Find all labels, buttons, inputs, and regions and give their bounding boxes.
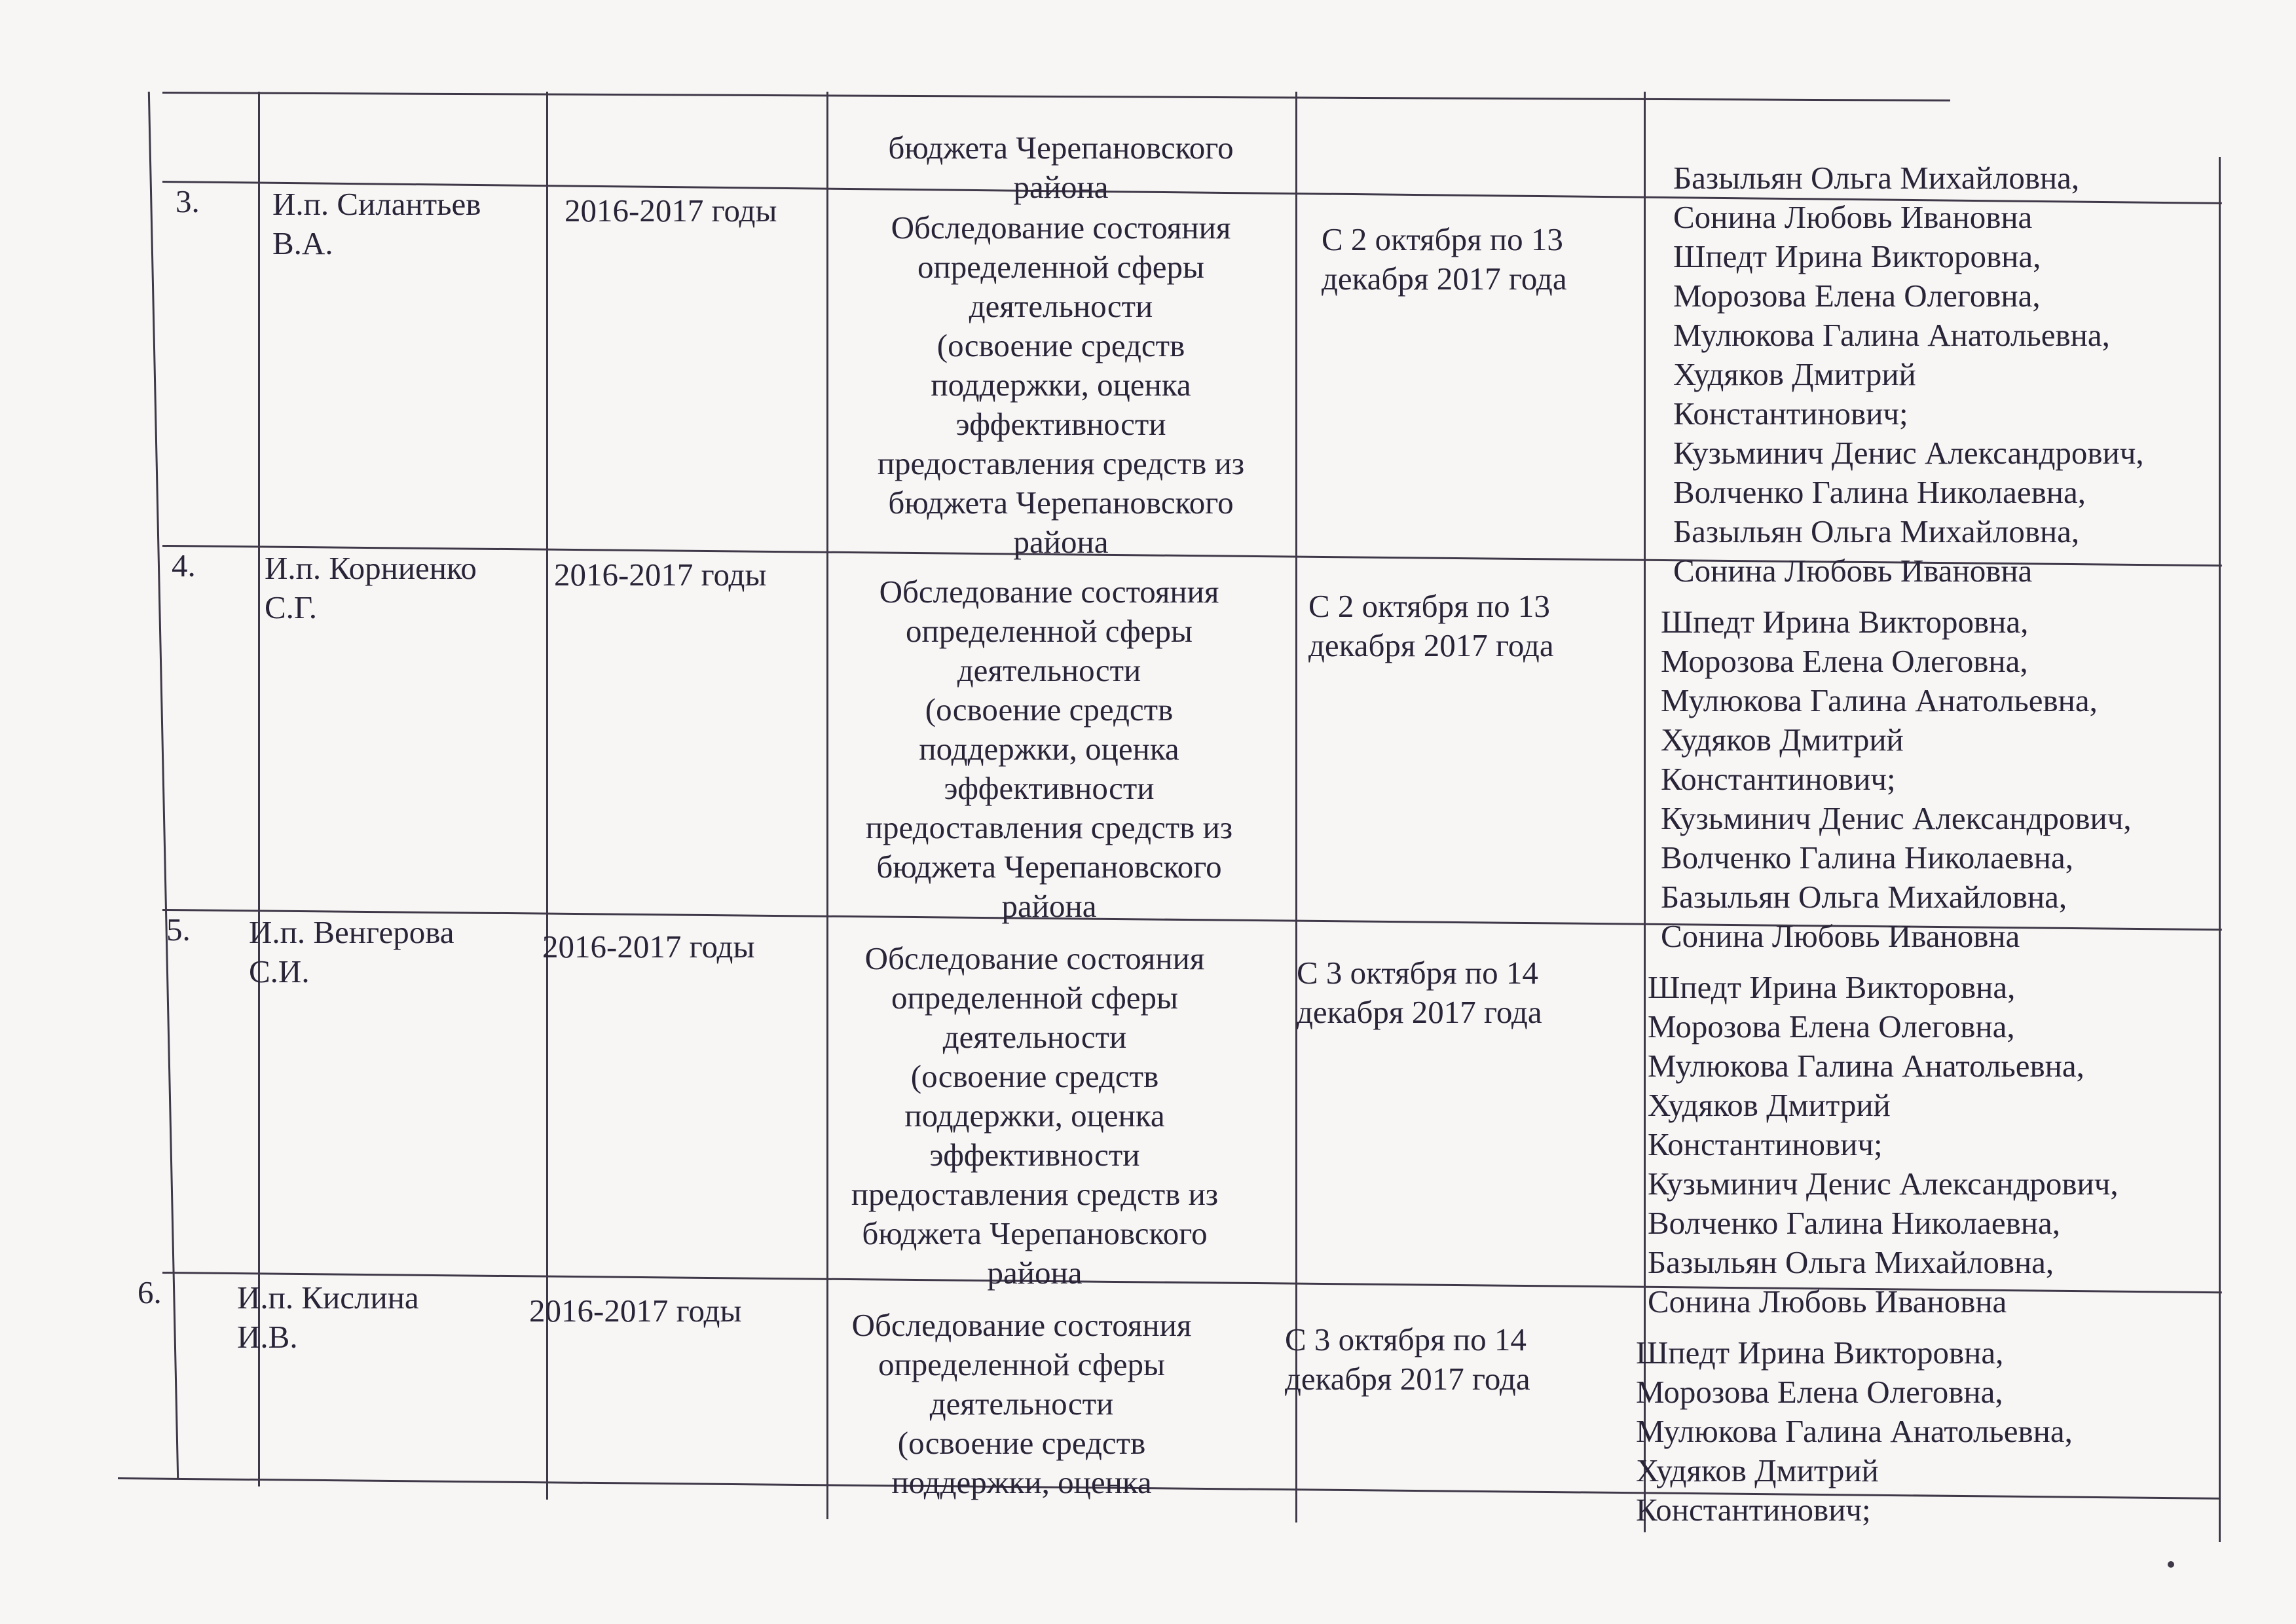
row-number: 4. xyxy=(172,547,196,583)
table-border-right xyxy=(2219,157,2221,1542)
column-divider-5 xyxy=(1644,92,1646,1532)
row-number: 3. xyxy=(176,183,200,219)
row-entity: И.п. Корниенко С.Г. xyxy=(265,550,477,625)
row-number: 5. xyxy=(166,912,191,948)
column-divider-1 xyxy=(258,92,260,1486)
row-activity: Обследование состояния определенной сферы деятельности (освоение средств поддержки, оценка xyxy=(851,1307,1192,1500)
row-period: 2016-2017 годы xyxy=(542,929,755,965)
row-number: 6. xyxy=(138,1274,162,1310)
row-period: 2016-2017 годы xyxy=(529,1293,742,1329)
row-period: 2016-2017 годы xyxy=(554,557,767,593)
column-divider-4 xyxy=(1295,92,1297,1522)
row-entity: И.п. Кислина И.В. xyxy=(237,1280,419,1355)
table-border-top xyxy=(162,92,1950,101)
row-period: 2016-2017 годы xyxy=(565,193,777,229)
row-activity: Обследование состояния определенной сферы деятельности (освоение средств поддержки, оценка эффективности предоставления средств из бюджета Черепановского района xyxy=(851,940,1219,1291)
top-partial-activity: бюджета Черепановского района xyxy=(888,130,1234,205)
row-inspectors: Шпедт Ирина Викторовна, Морозова Елена Олеговна, Мулюкова Галина Анатольевна, Худяков Дмитрий Константинович; Кузьминич Денис Александрович, Волченко Галина Николаевна, Базыльян Ольга Михайловна, Сонина Любовь Ивановна xyxy=(1661,604,2132,954)
row-dates: С 3 октября по 14 декабря 2017 года xyxy=(1285,1321,1530,1397)
top-partial-inspectors: Базыльян Ольга Михайловна, Сонина Любовь Ивановна xyxy=(1673,160,2080,235)
row-entity: И.п. Силантьев В.А. xyxy=(272,186,481,261)
column-divider-2 xyxy=(546,92,548,1500)
row-inspectors: Шпедт Ирина Викторовна, Морозова Елена Олеговна, Мулюкова Галина Анатольевна, Худяков Дмитрий Константинович; Кузьминич Денис Александрович, Волченко Галина Николаевна, Базыльян Ольга Михайловна, Сонина Любовь Ивановна xyxy=(1673,238,2144,589)
table-border-left xyxy=(148,92,179,1479)
row-dates: С 2 октября по 13 декабря 2017 года xyxy=(1308,588,1554,663)
row-inspectors: Шпедт Ирина Викторовна, Морозова Елена Олеговна, Мулюкова Галина Анатольевна, Худяков Дмитрий Константинович; Кузьминич Денис Александрович, Волченко Галина Николаевна, Базыльян Ольга Михайловна, Сонина Любовь Ивановна xyxy=(1648,969,2119,1320)
column-divider-3 xyxy=(826,92,828,1519)
row-activity: Обследование состояния определенной сферы деятельности (освоение средств поддержки, оценка эффективности предоставления средств из бюджета Черепановского района xyxy=(877,210,1245,560)
row-dates: С 2 октября по 13 декабря 2017 года xyxy=(1322,221,1567,297)
row-activity: Обследование состояния определенной сферы деятельности (освоение средств поддержки, оценка эффективности предоставления средств из бюджета Черепановского района xyxy=(865,574,1233,924)
row-inspectors: Шпедт Ирина Викторовна, Морозова Елена Олеговна, Мулюкова Галина Анатольевна, Худяков Дмитрий Константинович; xyxy=(1636,1335,2073,1528)
row-entity: И.п. Венгерова С.И. xyxy=(249,914,454,989)
scan-speck xyxy=(2168,1561,2174,1568)
row-dates: С 3 октября по 14 декабря 2017 года xyxy=(1297,955,1542,1030)
